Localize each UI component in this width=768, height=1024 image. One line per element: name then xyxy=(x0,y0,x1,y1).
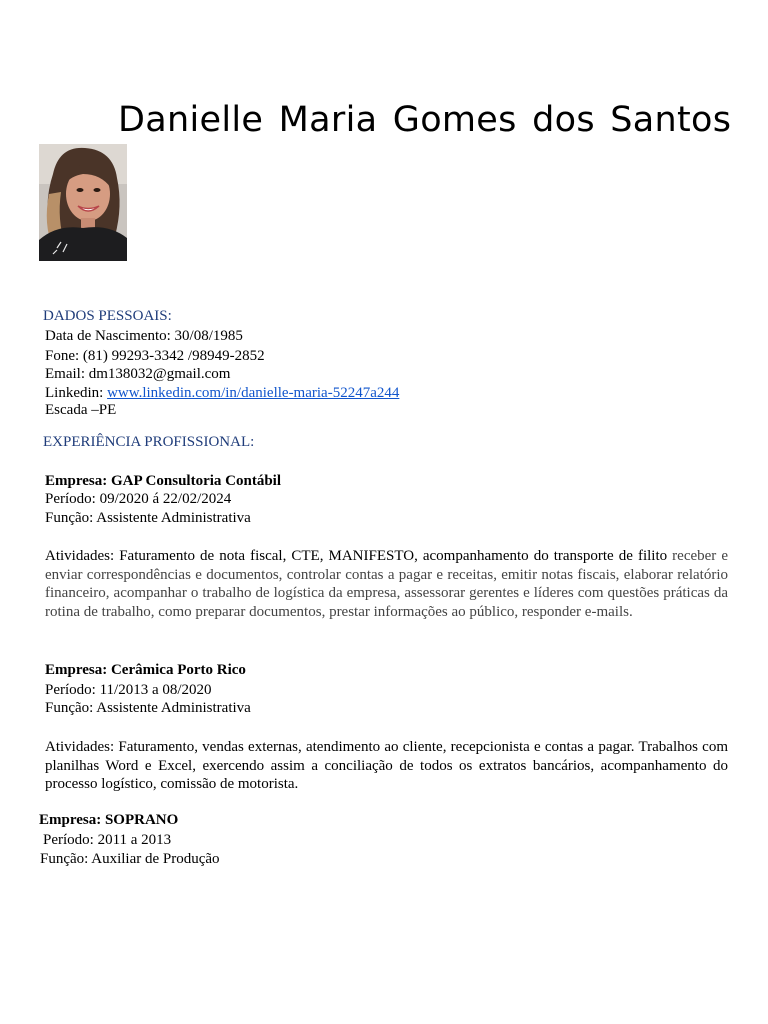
email: Email: dm138032@gmail.com xyxy=(45,366,231,382)
linkedin-line xyxy=(45,384,399,402)
job-3-role: Função: Auxiliar de Produção xyxy=(40,851,220,867)
job-3-period: Período: 2011 a 2013 xyxy=(43,832,172,848)
job-2-period: Período: 11/2013 a 08/2020 xyxy=(45,682,212,698)
job-2-activities: Atividades: Faturamento, vendas externas, atendimento ao cliente, recepcionista e contas a pagar. Trabalhos com planilhas Word e Excel, exercendo assim a conciliação de todos os extratos bancários, acompanhamento do processo logístico, comissão de motorista. xyxy=(45,739,728,792)
linkedin-link[interactable]: www.linkedin.com/in/danielle-maria-52247a244 xyxy=(107,385,400,401)
birth-date: Data de Nascimento: 30/08/1985 xyxy=(45,328,243,344)
job-2-company: Empresa: Cerâmica Porto Rico xyxy=(45,662,246,678)
job-1-activities-part-b: receber e enviar correspondências e documentos, controlar contas a pagar e receitas, emitir notas fiscais, elaborar relatório financeiro, acompanhar o trabalho de logística da empresa, assessorar gerentes e líderes com questões práticas da rotina de trabalho, como preparar documentos, prestar informações ao público, responder e-mails. xyxy=(45,548,728,620)
job-3-company: Empresa: SOPRANO xyxy=(39,812,179,828)
profile-photo-image xyxy=(39,144,127,261)
city: Escada –PE xyxy=(45,402,117,418)
candidate-name: Danielle Maria Gomes dos Santos xyxy=(118,100,732,140)
job-1-company: Empresa: GAP Consultoria Contábil xyxy=(45,473,281,489)
profile-photo xyxy=(39,144,127,261)
job-2-role: Função: Assistente Administrativa xyxy=(45,700,251,716)
job-1-activities-part-a: Atividades: Faturamento de nota fiscal, CTE, MANIFESTO, acompanhamento do transporte de filito xyxy=(45,548,673,564)
section-title-experiencia: EXPERIÊNCIA PROFISSIONAL: xyxy=(43,434,255,450)
section-title-dados-pessoais: DADOS PESSOAIS: xyxy=(43,308,172,324)
job-1-role: Função: Assistente Administrativa xyxy=(45,510,251,526)
linkedin-label: Linkedin: xyxy=(45,385,108,401)
job-1-period: Período: 09/2020 á 22/02/2024 xyxy=(45,491,232,507)
phone: Fone: (81) 99293-3342 /98949-2852 xyxy=(45,348,265,364)
job-1-activities xyxy=(45,547,728,621)
